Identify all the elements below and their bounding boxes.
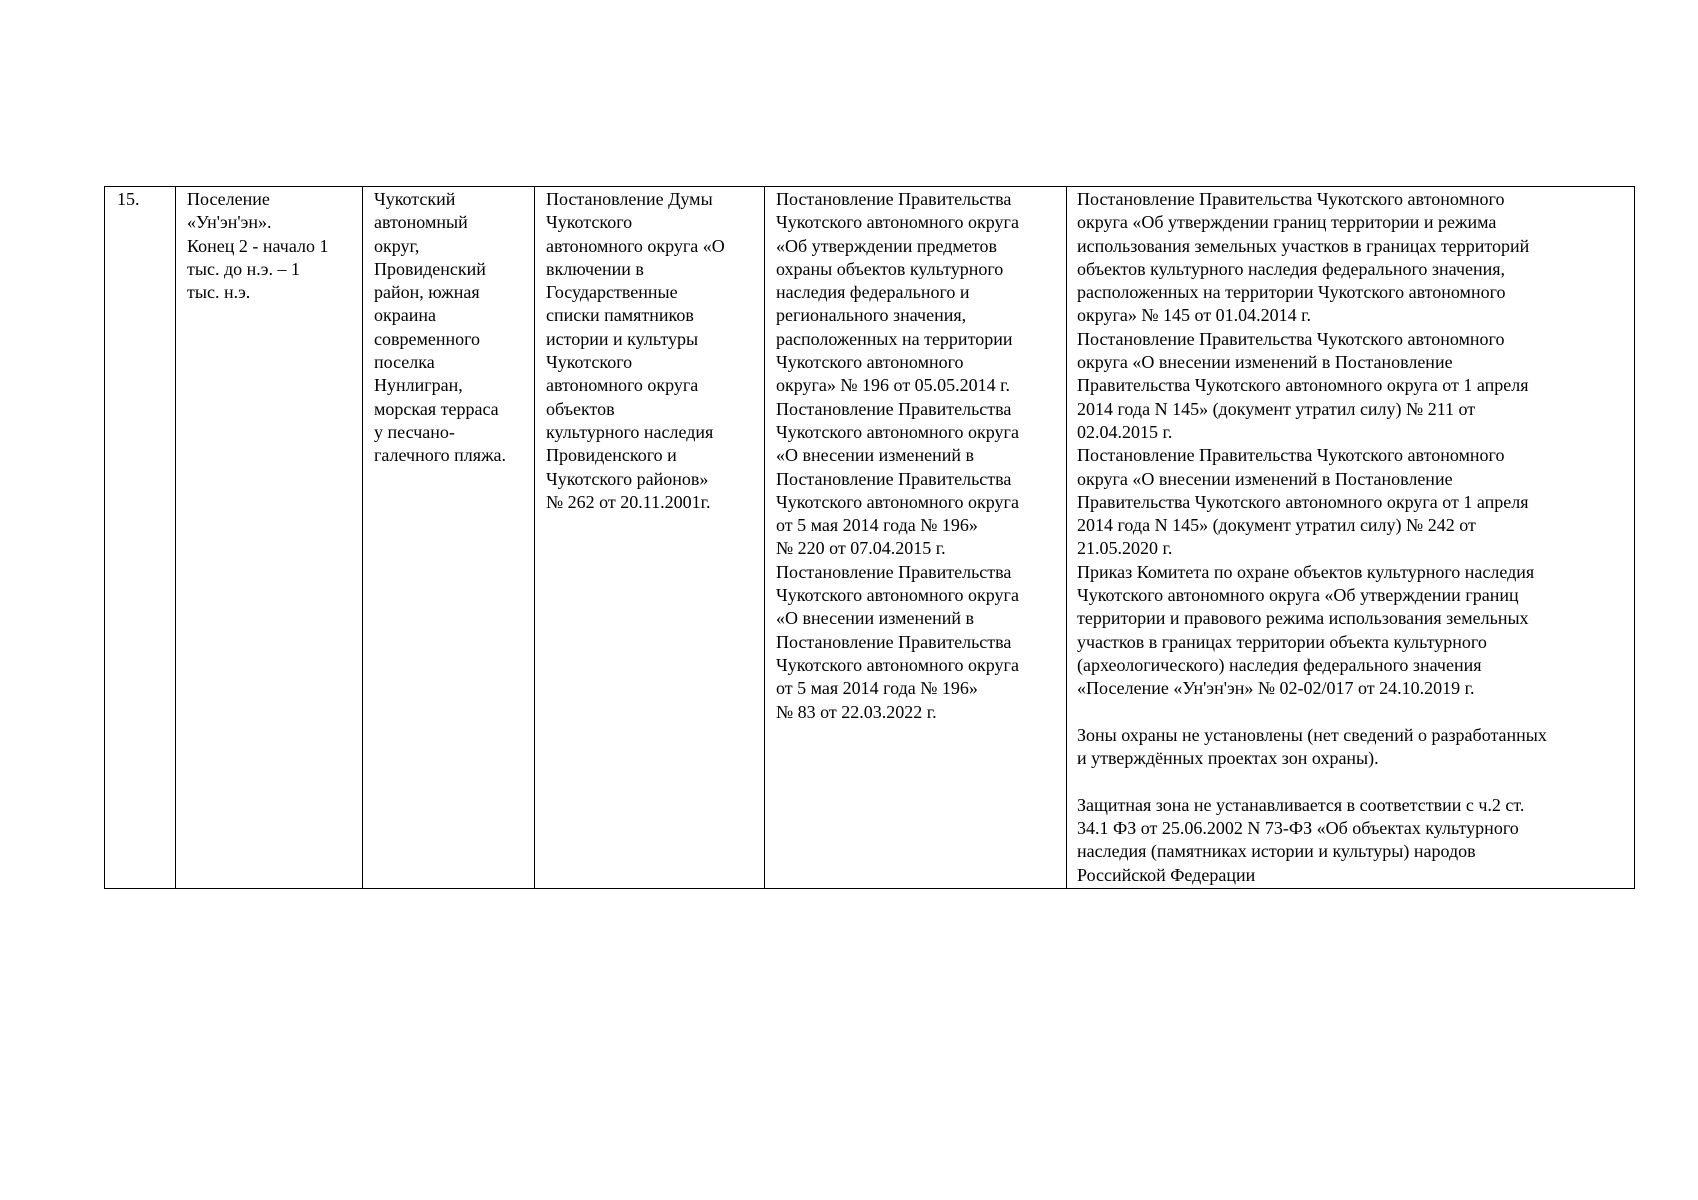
location-text [374, 188, 526, 468]
text-line: «О внесении изменений в [776, 608, 975, 629]
text-line: наследия федерального и [776, 282, 970, 303]
text-line: объектов культурного наследия федерального значения, [1077, 258, 1506, 279]
text-line: «О внесении изменений в [776, 445, 975, 466]
text-line: Постановление Правительства Чукотского автономного [1077, 328, 1505, 349]
text-line: тыс. до н.э. – 1 [187, 258, 300, 279]
protection-zones-note [1077, 724, 1628, 771]
text-line: Российской Федерации [1077, 864, 1256, 885]
text-line: № 262 от 20.11.2001г. [546, 491, 711, 512]
text-line: Чукотского районов» [546, 468, 709, 489]
text-line: округ, [374, 235, 420, 256]
protection-subjects-text [776, 188, 1058, 724]
text-line: 2014 года N 145» (документ утратил силу) № 211 от [1077, 398, 1476, 419]
text-line: «Ун'эн'эн». [187, 212, 272, 233]
listing-resolution-text [546, 188, 756, 514]
text-line: Постановление Правительства [776, 398, 1012, 419]
row-number-cell [105, 187, 176, 889]
text-line: Защитная зона не устанавливается в соответствии с ч.2 ст. [1077, 794, 1525, 815]
text-line: Государственные [546, 282, 678, 303]
paragraph-gap [1077, 770, 1628, 793]
text-line: Чукотский [374, 189, 456, 209]
text-line: округа «О внесении изменений в Постановление [1077, 352, 1453, 373]
text-line: охраны объектов культурного [776, 258, 1004, 279]
protection-subjects-cell [765, 187, 1067, 889]
text-line: Зоны охраны не установлены (нет сведений о разработанных [1077, 724, 1547, 745]
text-line: район, южная [374, 282, 480, 303]
text-line: окраина [374, 305, 436, 326]
text-line: «Поселение «Ун'эн'эн» № 02-02/017 от 24.10.2019 г. [1077, 678, 1475, 699]
text-line: Чукотского автономного округа [776, 654, 1019, 675]
text-line: Провиденского и [546, 445, 677, 466]
text-line: округа» № 196 от 05.05.2014 г. [776, 375, 1011, 396]
text-line: Правительства Чукотского автономного округа от 1 апреля [1077, 375, 1529, 396]
object-name-text [187, 188, 354, 304]
text-line: «Об утверждении предметов [776, 235, 997, 256]
text-line: № 83 от 22.03.2022 г. [776, 701, 937, 722]
text-line: поселка [374, 352, 435, 373]
text-line: Чукотского автономного [776, 352, 964, 373]
text-line: Чукотского автономного округа [776, 421, 1019, 442]
text-line: территории и правового режима использования земельных [1077, 608, 1529, 629]
text-line: использования земельных участков в границах территорий [1077, 235, 1530, 256]
text-line: от 5 мая 2014 года № 196» [776, 678, 978, 699]
text-line: округа «Об утверждении границ территории и режима [1077, 212, 1497, 233]
text-line: (археологического) наследия федерального значения [1077, 654, 1482, 675]
text-line: Чукотского автономного округа [776, 491, 1019, 512]
text-line: Чукотского автономного округа [776, 212, 1019, 233]
text-line: тыс. н.э. [187, 282, 251, 303]
text-line: Постановление Правительства [776, 468, 1012, 489]
text-line: Правительства Чукотского автономного округа от 1 апреля [1077, 491, 1529, 512]
text-line: включении в [546, 258, 644, 279]
text-line: современного [374, 328, 481, 349]
boundaries-regime-cell [1067, 187, 1635, 889]
text-line: Чукотского автономного округа «Об утверждении границ [1077, 585, 1519, 606]
text-line: 02.04.2015 г. [1077, 421, 1173, 442]
row-number: 15. [117, 189, 140, 209]
table-row [105, 187, 1635, 889]
boundaries-documents-text [1077, 188, 1628, 701]
text-line: Постановление Думы [546, 189, 713, 209]
text-line: Нунлигран, [374, 375, 463, 396]
text-line: Постановление Правительства Чукотского автономного [1077, 445, 1505, 466]
text-line: 21.05.2020 г. [1077, 538, 1173, 559]
text-line: Чукотского автономного округа [776, 585, 1019, 606]
text-line: 2014 года N 145» (документ утратил силу) № 242 от [1077, 515, 1476, 536]
text-line: округа «О внесении изменений в Постановление [1077, 468, 1453, 489]
paragraph-gap [1077, 701, 1628, 724]
text-line: Постановление Правительства Чукотского автономного [1077, 189, 1505, 209]
text-line: Приказ Комитета по охране объектов культурного наследия [1077, 561, 1535, 582]
text-line: Чукотского [546, 212, 633, 233]
object-name-cell [176, 187, 363, 889]
text-line: галечного пляжа. [374, 445, 506, 466]
protective-zone-note [1077, 794, 1628, 887]
text-line: регионального значения, [776, 305, 967, 326]
text-line: наследия (памятниках истории и культуры) народов [1077, 841, 1476, 862]
text-line: 34.1 ФЗ от 25.06.2002 N 73-ФЗ «Об объектах культурного [1077, 818, 1519, 839]
text-line: автономный [374, 212, 468, 233]
text-line: Поселение [187, 189, 270, 209]
text-line: Чукотского [546, 352, 633, 373]
text-line: культурного наследия [546, 421, 714, 442]
text-line: истории и культуры [546, 328, 699, 349]
text-line: морская терраса [374, 398, 499, 419]
text-line: и утверждённых проектах зон охраны). [1077, 748, 1379, 769]
text-line: Постановление Правительства [776, 189, 1012, 209]
heritage-object-table [104, 186, 1635, 889]
text-line: Провиденский [374, 258, 486, 279]
text-line: автономного округа [546, 375, 699, 396]
text-line: автономного округа «О [546, 235, 725, 256]
text-line: № 220 от 07.04.2015 г. [776, 538, 946, 559]
text-line: Постановление Правительства [776, 631, 1012, 652]
text-line: расположенных на территории Чукотского автономного [1077, 282, 1506, 303]
location-cell [363, 187, 535, 889]
text-line: от 5 мая 2014 года № 196» [776, 515, 978, 536]
text-line: расположенных на территории [776, 328, 1013, 349]
text-line: участков в границах территории объекта культурного [1077, 631, 1487, 652]
listing-resolution-cell [535, 187, 765, 889]
text-line: округа» № 145 от 01.04.2014 г. [1077, 305, 1312, 326]
text-line: Постановление Правительства [776, 561, 1012, 582]
text-line: объектов [546, 398, 615, 419]
text-line: у песчано- [374, 421, 455, 442]
text-line: списки памятников [546, 305, 694, 326]
text-line: Конец 2 - начало 1 [187, 235, 329, 256]
